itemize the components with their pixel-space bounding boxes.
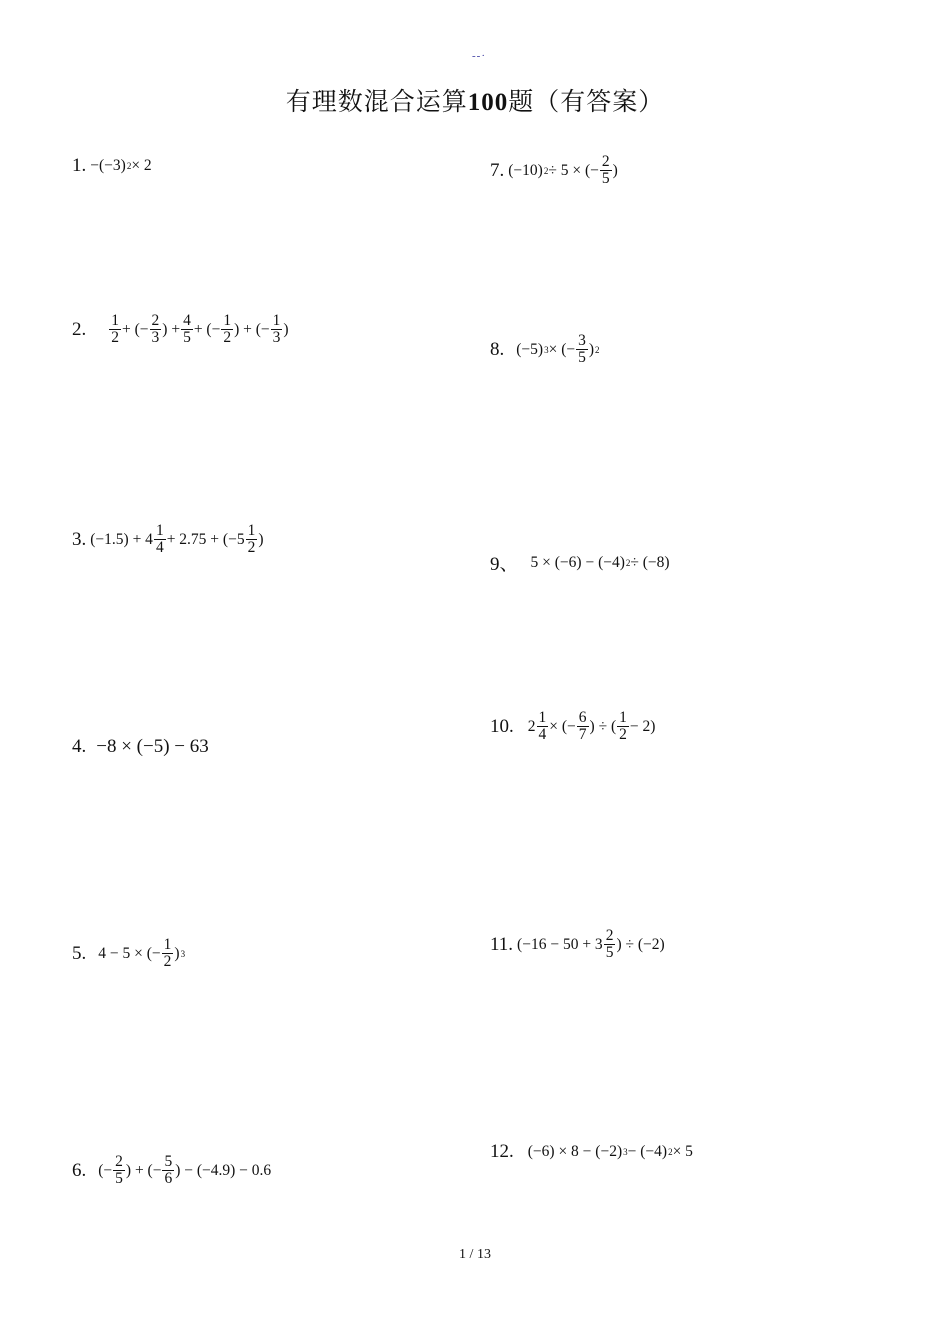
denominator: 7 — [578, 726, 587, 744]
denominator: 5 — [115, 1170, 123, 1188]
numerator: 1 — [538, 709, 547, 726]
title-number: 100 — [467, 89, 509, 116]
expr-text: (−10) — [508, 161, 543, 179]
problem-5 — [72, 937, 185, 971]
exponent: 2 — [543, 165, 549, 176]
denominator: 4 — [155, 539, 164, 557]
expr-text: ÷ 5 × (− — [548, 161, 599, 179]
expr-text: (− — [98, 1161, 113, 1179]
problem-1 — [72, 155, 152, 177]
expr-text: ) — [258, 530, 264, 548]
problem-number: 10. — [490, 715, 514, 737]
denominator: 6 — [164, 1170, 173, 1188]
numerator: 3 — [578, 332, 586, 349]
title-prefix: 有理数混合运算 — [285, 89, 468, 116]
expr-text: −(−3) — [90, 157, 126, 174]
expr-text: ) + (− — [125, 1161, 162, 1179]
exponent: 2 — [126, 161, 132, 171]
exponent: 2 — [668, 1147, 673, 1157]
expr-text: 4 − 5 × (− — [98, 944, 161, 962]
problem-7 — [490, 154, 618, 188]
exponent: 2 — [625, 557, 631, 568]
fraction — [604, 928, 616, 962]
fraction — [577, 710, 589, 744]
fraction — [617, 710, 629, 744]
problem-expression — [90, 157, 151, 175]
denominator: 3 — [151, 329, 160, 347]
problem-number: 6. — [72, 1159, 87, 1181]
exponent: 2 — [595, 344, 600, 355]
expr-text: ) — [283, 320, 289, 338]
problem-expression — [528, 710, 656, 744]
expr-text: ) — [588, 340, 595, 358]
problem-number: 12. — [490, 1141, 514, 1162]
numerator: 1 — [111, 312, 119, 329]
expr-text: − 2) — [629, 717, 656, 735]
problem-number: 9、 — [490, 554, 519, 575]
expr-text: ) ÷ (−2) — [616, 935, 665, 953]
numerator: 1 — [223, 312, 232, 329]
fraction — [162, 937, 174, 971]
expr-text: ) — [612, 161, 618, 179]
expr-text: × 2 — [131, 157, 152, 174]
title-suffix: 题（有答案） — [508, 89, 665, 116]
denominator: 2 — [247, 539, 256, 557]
fraction — [271, 313, 283, 347]
problem-3 — [72, 523, 264, 557]
problem-number: 1. — [72, 155, 87, 176]
denominator: 5 — [601, 170, 610, 188]
problem-expression — [531, 554, 670, 572]
numerator: 2 — [115, 1153, 123, 1170]
page-total: 13 — [476, 1247, 491, 1262]
numerator: 1 — [155, 522, 164, 539]
exponent: 3 — [544, 344, 549, 355]
numerator: 1 — [272, 312, 281, 329]
expr-text: ÷ (−8) — [630, 553, 670, 571]
expr-text: ) + (− — [234, 320, 270, 338]
fraction — [221, 313, 233, 347]
problem-expression — [98, 937, 185, 971]
expr-text: × 5 — [672, 1143, 693, 1160]
expr-text: ) — [174, 944, 180, 962]
page-separator: / — [469, 1247, 474, 1262]
expr-text: × (− — [548, 340, 576, 358]
problem-9 — [490, 549, 670, 576]
problem-11 — [490, 928, 665, 962]
expr-text: (−1.5) + 4 — [90, 530, 153, 548]
denominator: 2 — [111, 329, 119, 347]
denominator: 2 — [619, 726, 627, 744]
problem-2 — [72, 313, 289, 347]
problem-10 — [490, 710, 655, 744]
fraction — [181, 313, 193, 347]
problem-4 — [72, 736, 209, 758]
page-footer — [0, 1247, 950, 1263]
fraction — [576, 333, 588, 367]
expr-text: 5 × (−6) − (−4) — [530, 553, 625, 571]
denominator: 5 — [605, 944, 614, 962]
page-title — [0, 82, 950, 118]
numerator: 1 — [247, 522, 256, 539]
fraction — [600, 154, 612, 188]
fraction — [162, 1154, 174, 1188]
expr-text: ) − (−4.9) − 0.6 — [175, 1161, 272, 1179]
expr-text: 2 — [527, 717, 536, 735]
problem-number: 5. — [72, 942, 87, 964]
problem-8 — [490, 333, 600, 367]
denominator: 2 — [223, 329, 232, 347]
denominator: 2 — [163, 953, 172, 971]
problem-number: 7. — [490, 159, 505, 181]
expr-text: × (− — [549, 717, 576, 735]
problem-expression — [528, 1143, 693, 1161]
problem-6 — [72, 1154, 271, 1188]
denominator: 3 — [272, 329, 281, 347]
page-number: 1 — [459, 1247, 467, 1262]
numerator: 4 — [183, 312, 191, 329]
fraction — [109, 313, 121, 347]
numerator: 5 — [164, 1153, 173, 1170]
denominator: 5 — [183, 329, 191, 347]
header-mark: --· — [472, 50, 486, 62]
numerator: 2 — [601, 153, 610, 170]
expr-text: ) ÷ ( — [589, 717, 617, 735]
problem-expression — [98, 1154, 271, 1188]
problem-number: 3. — [72, 528, 87, 550]
expr-text: (−6) × 8 − (−2) — [527, 1143, 623, 1160]
problem-expression — [516, 333, 599, 367]
fraction — [113, 1154, 125, 1188]
expr-text: − (−4) — [627, 1143, 668, 1160]
expr-text: (−16 − 50 + 3 — [517, 935, 603, 953]
exponent: 3 — [623, 1147, 628, 1157]
denominator: 5 — [578, 349, 586, 367]
expr-text: + 2.75 + (−5 — [166, 530, 245, 548]
problem-expression — [517, 928, 665, 962]
problem-expression: −8 × (−5) − 63 — [96, 736, 209, 757]
numerator: 1 — [163, 936, 172, 953]
fraction — [537, 710, 549, 744]
expr-text: + (− — [122, 320, 149, 338]
problem-number: 8. — [490, 338, 505, 360]
problem-expression — [108, 313, 288, 347]
problem-number: 4. — [72, 736, 87, 757]
numerator: 2 — [151, 312, 160, 329]
problem-number: 2. — [72, 318, 87, 340]
numerator: 1 — [619, 709, 627, 726]
expr-text: ) + — [162, 320, 181, 338]
expr-text: (−5) — [516, 340, 544, 358]
fraction — [150, 313, 162, 347]
fraction — [246, 523, 258, 557]
exponent: 3 — [180, 948, 186, 959]
problem-expression — [90, 523, 263, 557]
problem-12 — [490, 1141, 693, 1163]
problem-expression — [508, 154, 618, 188]
problem-number: 11. — [490, 933, 514, 955]
numerator: 6 — [578, 709, 587, 726]
fraction — [154, 523, 166, 557]
denominator: 4 — [538, 726, 547, 744]
expr-text: + (− — [193, 320, 221, 338]
numerator: 2 — [605, 927, 614, 944]
